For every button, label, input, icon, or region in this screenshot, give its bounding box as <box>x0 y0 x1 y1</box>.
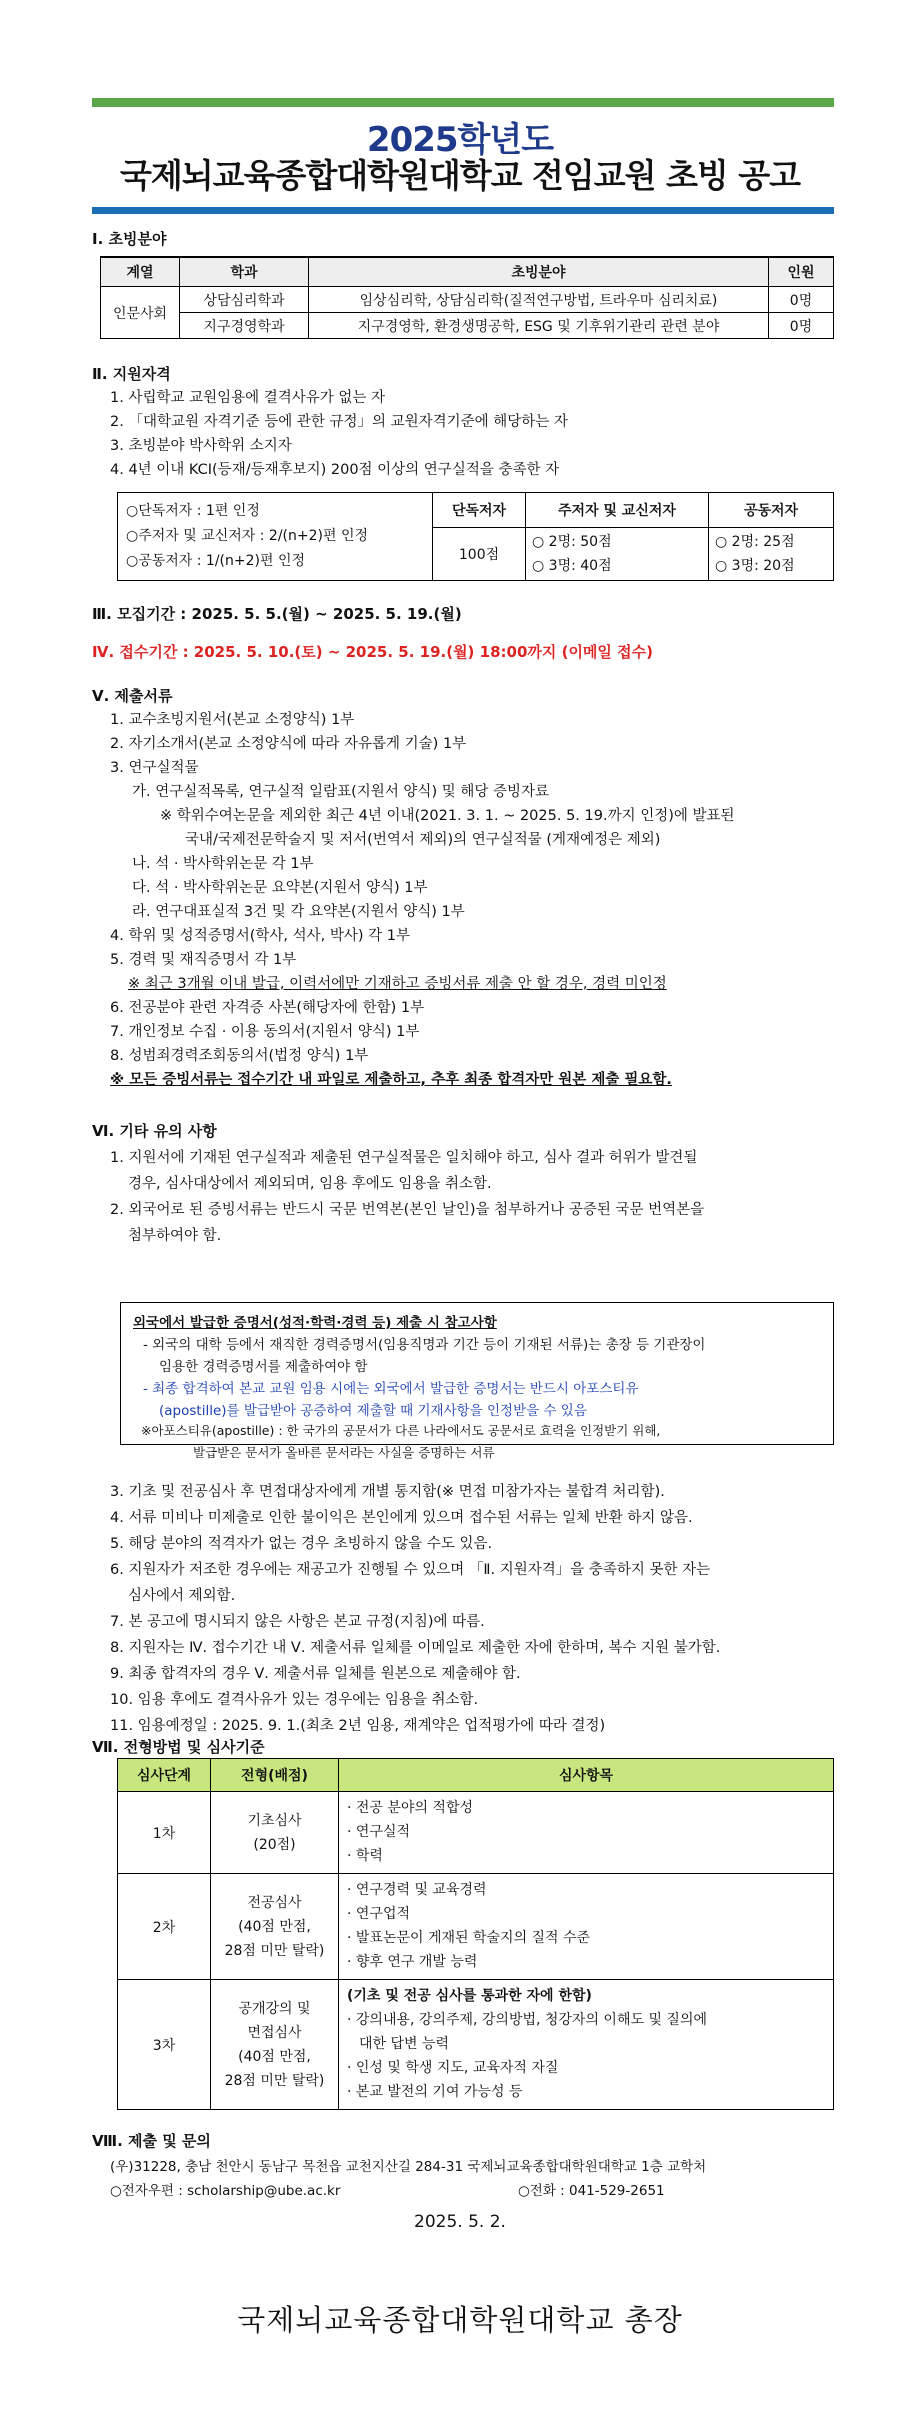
criteria-item: · 연구실적 <box>347 1824 410 1840</box>
note-item: 3. 기초 및 전공심사 후 면접대상자에게 개별 통지함(※ 면접 미참가자는 불합격 처리함). <box>110 1484 665 1500</box>
criteria-item: · 발표논문이 게재된 학술지의 질적 수준 <box>347 1930 591 1946</box>
notice-line: 임용한 경력증명서를 제출하여야 함 <box>159 1359 368 1375</box>
col-header: 인원 <box>769 257 834 287</box>
section-7-heading: Ⅶ. 전형방법 및 심사기준 <box>92 1738 265 1756</box>
type-line: 공개강의 및 <box>238 2000 311 2017</box>
doc-subitem: 라. 연구대표실적 3건 및 각 요약본(지원서 양식) 1부 <box>132 904 465 920</box>
doc-subitem: 나. 석 · 박사학위논문 각 1부 <box>132 856 314 872</box>
type-line: (40점 만점, <box>238 1918 311 1935</box>
contact-address: (우)31228, 충남 천안시 동남구 목천읍 교천지산길 284-31 국제뇌교육종합대학원대학교 1층 교학처 <box>110 2159 707 2175</box>
note-item: 7. 본 공고에 명시되지 않은 사항은 본교 규정(지침)에 따름. <box>110 1614 485 1630</box>
criteria-item: · 연구업적 <box>347 1906 410 1922</box>
table-row <box>118 1792 834 1874</box>
foreign-doc-notice <box>120 1302 834 1445</box>
doc-item: 8. 성범죄경력조회동의서(법정 양식) 1부 <box>110 1048 369 1064</box>
type-line: (40점 만점, <box>238 2048 311 2065</box>
note-item: 2. 외국어로 된 증빙서류는 반드시 국문 번역본(본인 날인)을 첨부하거나 공증된 국문 번역본을 <box>110 1202 705 1218</box>
apostille-def: ※아포스티유(apostille) : 한 국가의 공문서가 다른 나라에서도 공문서로 효력을 인정받기 위해, <box>141 1423 661 1438</box>
col-header: 단독저자 <box>433 493 526 528</box>
dept-cell: 지구경영학과 <box>180 313 309 339</box>
rule-line: ○주저자 및 교신저자 : 2/(n+2)편 인정 <box>126 528 369 544</box>
title-blue-bar <box>92 207 834 214</box>
criteria-item: · 본교 발전의 기여 가능성 등 <box>347 2084 523 2100</box>
notice-line: (apostille)를 발급받아 공증하여 제출할 때 기재사항을 인정받을 수 있음 <box>159 1403 587 1419</box>
qual-item: 4. 4년 이내 KCI(등재/등재후보지) 200점 이상의 연구실적을 충족한 자 <box>110 462 560 478</box>
doc-note: 국내/국제전문학술지 및 저서(번역서 제외)의 연구실적물 (게재예정은 제외) <box>185 832 661 848</box>
note-item: 5. 해당 분야의 적격자가 없는 경우 초빙하지 않을 수도 있음. <box>110 1536 493 1552</box>
col-header: 전형(배점) <box>211 1759 339 1792</box>
col-header: 주저자 및 교신저자 <box>526 493 709 528</box>
doc-item: 4. 학위 및 성적증명서(학사, 석사, 박사) 각 1부 <box>110 928 410 944</box>
apply-period: Ⅳ. 접수기간 : 2025. 5. 10.(토) ~ 2025. 5. 19.(월) 18:00까지 (이메일 접수) <box>92 643 653 661</box>
recruit-period: Ⅲ. 모집기간 : 2025. 5. 5.(월) ~ 2025. 5. 19.(월) <box>92 605 462 623</box>
notice-line: - 외국의 대학 등에서 재직한 경력증명서(임용직명과 기간 등이 기재된 서류)는 총장 등 기관장이 <box>143 1337 706 1353</box>
doc-item: 5. 경력 및 재직증명서 각 1부 <box>110 952 297 968</box>
type-line: 28점 미만 탈락) <box>224 1942 325 1959</box>
section-8-heading: Ⅷ. 제출 및 문의 <box>92 2132 211 2150</box>
table-row <box>101 287 834 313</box>
table-row <box>118 1980 834 2110</box>
stage-cell: 1차 <box>118 1792 211 1874</box>
type-line: 기초심사 <box>247 1812 302 1829</box>
signer: 국제뇌교육종합대학원대학교 총장 <box>237 2303 683 2337</box>
criteria-item: · 향후 연구 개발 능력 <box>347 1954 478 1970</box>
dept-cell: 상담심리학과 <box>180 287 309 313</box>
col-header: 계열 <box>101 257 180 287</box>
criteria-item: · 연구경력 및 교육경력 <box>347 1882 487 1898</box>
stage-cell: 2차 <box>118 1874 211 1980</box>
page-title: 국제뇌교육종합대학원대학교 전임교원 초빙 공고 <box>120 156 800 195</box>
doc-subitem: 가. 연구실적목록, 연구실적 일람표(지원서 양식) 및 해당 증빙자료 <box>132 784 549 800</box>
note-item: 11. 임용예정일 : 2025. 9. 1.(최초 2년 임용, 재계약은 업적평가에 따라 결정) <box>110 1718 606 1734</box>
notice-line: - 최종 합격하여 본교 교원 임용 시에는 외국에서 발급한 증명서는 반드시 아포스티유 <box>143 1381 639 1397</box>
year-heading: 2025학년도 <box>366 120 554 160</box>
type-line: 28점 미만 탈락) <box>224 2072 325 2089</box>
count-cell: 0명 <box>769 313 834 339</box>
col-header: 심사단계 <box>118 1759 211 1792</box>
section-6-heading: Ⅵ. 기타 유의 사항 <box>92 1122 217 1140</box>
career-note: ※ 최근 3개월 이내 발급, 이력서에만 기재하고 증빙서류 제출 안 할 경우, 경력 미인정 <box>128 976 667 992</box>
note-item: 4. 서류 미비나 미제출로 인한 불이익은 본인에게 있으며 접수된 서류는 일체 반환 하지 않음. <box>110 1510 693 1526</box>
note-item: 9. 최종 합격자의 경우 Ⅴ. 제출서류 일체를 원본으로 제출해야 함. <box>110 1666 521 1682</box>
note-item: 심사에서 제외함. <box>128 1588 236 1604</box>
notice-date: 2025. 5. 2. <box>414 2212 506 2232</box>
main-score: ○ 2명: 50점 <box>532 534 612 550</box>
col-header: 심사항목 <box>339 1759 834 1792</box>
doc-item: 3. 연구실적물 <box>110 760 199 776</box>
co-score: ○ 3명: 20점 <box>715 558 795 574</box>
submission-note: ※ 모든 증빙서류는 접수기간 내 파일로 제출하고, 추후 최종 합격자만 원본 제출 필요함. <box>110 1072 672 1088</box>
section-2-heading: Ⅱ. 지원자격 <box>92 365 171 383</box>
top-green-bar <box>92 98 834 107</box>
criteria-condition: (기초 및 전공 심사를 통과한 자에 한함) <box>347 1988 592 2004</box>
rule-line: ○공동저자 : 1/(n+2)편 인정 <box>126 553 306 569</box>
group-cell: 인문사회 <box>101 287 180 339</box>
criteria-item: · 학력 <box>347 1848 383 1864</box>
doc-item: 6. 전공분야 관련 자격증 사본(해당자에 한함) 1부 <box>110 1000 425 1016</box>
co-score: ○ 2명: 25점 <box>715 534 795 550</box>
contact-email: ○전자우편 : scholarship@ube.ac.kr <box>110 2183 341 2199</box>
qual-item: 2. 「대학교원 자격기준 등에 관한 규정」의 교원자격기준에 해당하는 자 <box>110 414 568 430</box>
col-header: 공동저자 <box>709 493 834 528</box>
table-row <box>101 313 834 339</box>
stage-cell: 3차 <box>118 1980 211 2110</box>
qual-item: 1. 사립학교 교원임용에 결격사유가 없는 자 <box>110 390 385 406</box>
criteria-item: · 강의내용, 강의주제, 강의방법, 청강자의 이해도 및 질의에 <box>347 2012 708 2028</box>
recruit-field-table <box>100 256 834 339</box>
notice-title: 외국에서 발급한 증명서(성적·학력·경력 등) 제출 시 참고사항 <box>133 1315 497 1331</box>
section-5-heading: Ⅴ. 제출서류 <box>92 687 173 705</box>
note-item: 경우, 심사대상에서 제외되며, 임용 후에도 임용을 취소함. <box>128 1176 492 1192</box>
doc-item: 1. 교수초빙지원서(본교 소정양식) 1부 <box>110 712 355 728</box>
note-item: 8. 지원자는 Ⅳ. 접수기간 내 Ⅴ. 제출서류 일체를 이메일로 제출한 자에 한하며, 복수 지원 불가함. <box>110 1640 721 1656</box>
note-item: 10. 임용 후에도 결격사유가 있는 경우에는 임용을 취소함. <box>110 1692 479 1708</box>
contact-phone: ○전화 : 041-529-2651 <box>518 2183 665 2199</box>
note-item: 1. 지원서에 기재된 연구실적과 제출된 연구실적물은 일치해야 하고, 심사 결과 허위가 발견될 <box>110 1150 698 1166</box>
type-line: (20점) <box>253 1836 296 1853</box>
table-row <box>118 1874 834 1980</box>
field-cell: 지구경영학, 환경생명공학, ESG 및 기후위기관리 관련 분야 <box>309 313 769 339</box>
doc-item: 2. 자기소개서(본교 소정양식에 따라 자유롭게 기술) 1부 <box>110 736 467 752</box>
rule-line: ○단독저자 : 1편 인정 <box>126 503 260 519</box>
col-header: 학과 <box>180 257 309 287</box>
type-line: 면접심사 <box>247 2024 302 2041</box>
apostille-def: 발급받은 문서가 올바른 문서라는 사실을 증명하는 서류 <box>193 1445 495 1460</box>
criteria-item: 대한 답변 능력 <box>359 2036 450 2052</box>
criteria-item: · 전공 분야의 적합성 <box>347 1800 473 1816</box>
research-score-table <box>117 492 834 581</box>
type-line: 전공심사 <box>247 1894 302 1911</box>
doc-subitem: 다. 석 · 박사학위논문 요약본(지원서 양식) 1부 <box>132 880 428 896</box>
section-1-heading: Ⅰ. 초빙분야 <box>92 230 167 248</box>
single-score: 100점 <box>433 528 526 581</box>
count-cell: 0명 <box>769 287 834 313</box>
field-cell: 임상심리학, 상담심리학(질적연구방법, 트라우마 심리치료) <box>309 287 769 313</box>
qual-item: 3. 초빙분야 박사학위 소지자 <box>110 438 292 454</box>
evaluation-table <box>117 1758 834 2110</box>
note-item: 6. 지원자가 저조한 경우에는 재공고가 진행될 수 있으며 「Ⅱ. 지원자격」을 충족하지 못한 자는 <box>110 1562 711 1578</box>
note-item: 첨부하여야 함. <box>128 1228 222 1244</box>
col-header: 초빙분야 <box>309 257 769 287</box>
main-score: ○ 3명: 40점 <box>532 558 612 574</box>
doc-note: ※ 학위수여논문을 제외한 최근 4년 이내(2021. 3. 1. ~ 2025. 5. 19.까지 인정)에 발표된 <box>160 808 735 824</box>
doc-item: 7. 개인정보 수집 · 이용 동의서(지원서 양식) 1부 <box>110 1024 420 1040</box>
criteria-item: · 인성 및 학생 지도, 교육자적 자질 <box>347 2060 559 2076</box>
